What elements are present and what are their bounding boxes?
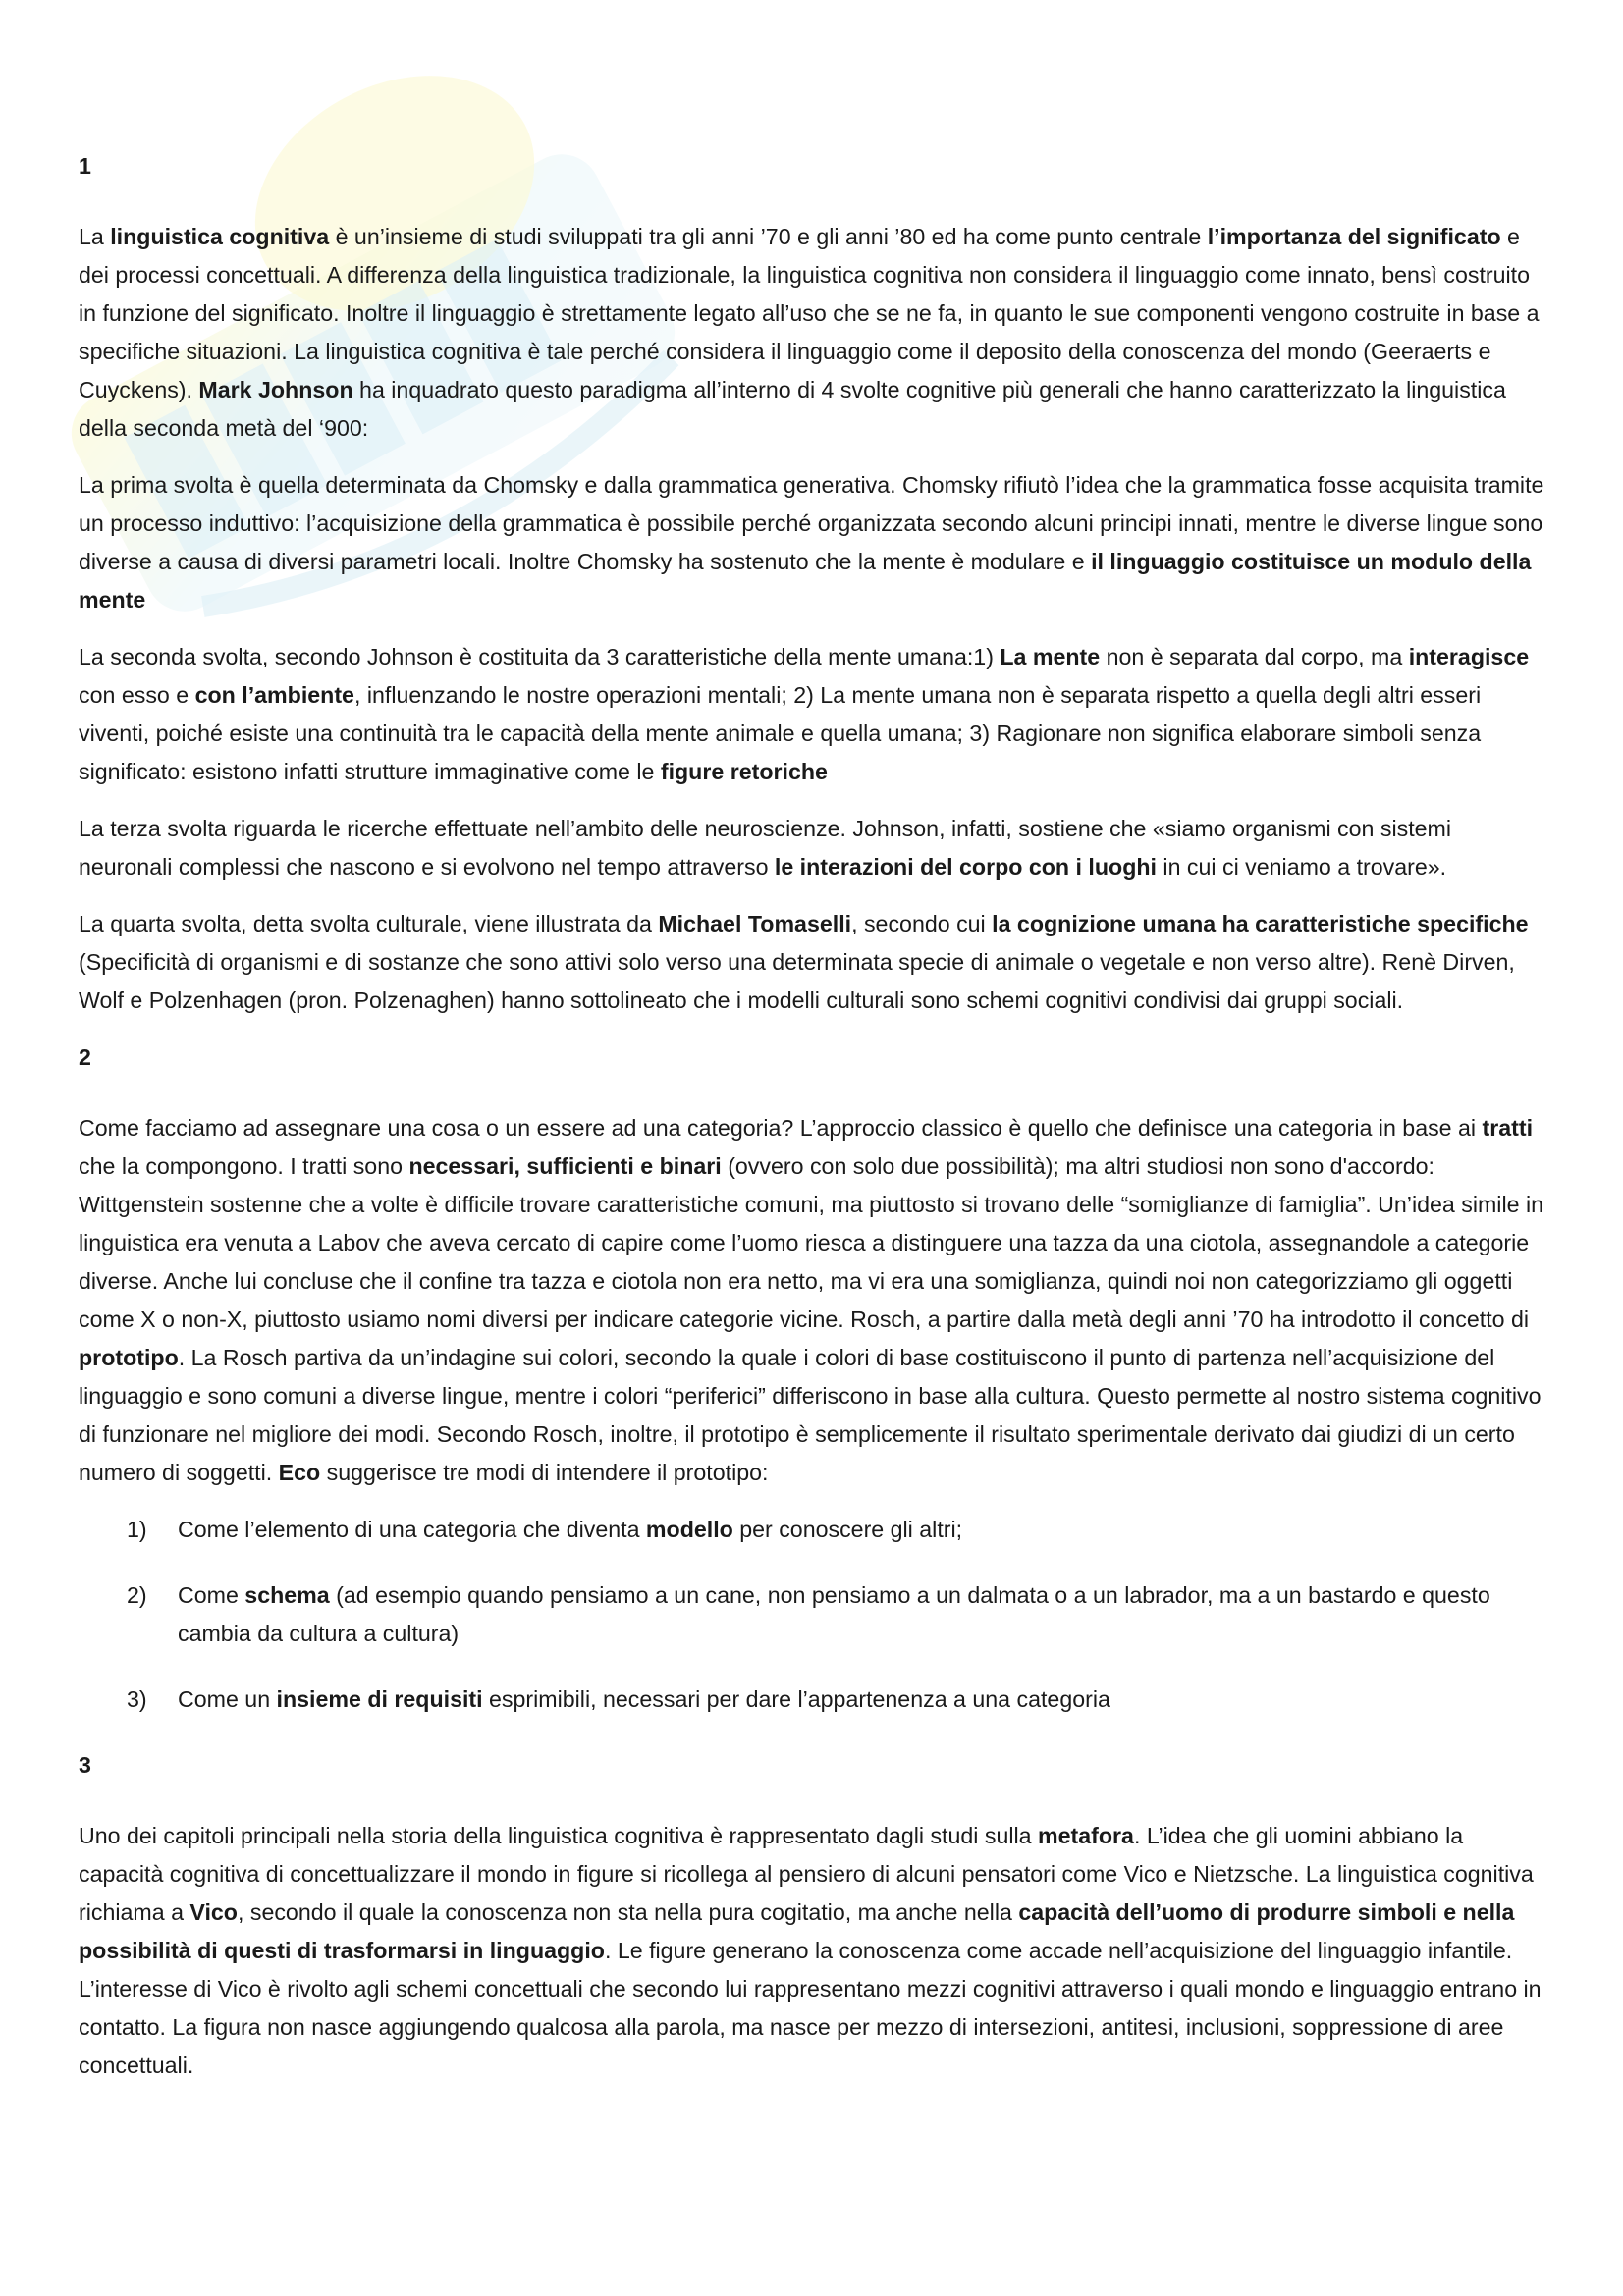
bold-text: Eco <box>278 1460 321 1485</box>
text-run: La prima svolta è quella determinata da Chomsky e dalla grammatica generativa. Chomsky rifiutò l’idea che la grammatica fosse acquisita tramite un processo induttivo: l’acquisizione della grammatica è possibile perché organizzata secondo alcuni principi innati, mentre le diverse lingue sono diverse a causa di diversi parametri locali. Inoltre Chomsky ha sostenuto che la mente è modulare e <box>79 472 1544 574</box>
bold-text: necessari, sufficienti e binari <box>408 1153 722 1179</box>
list-item <box>79 1681 1546 1719</box>
bold-text: interagisce <box>1408 644 1530 669</box>
section-number: 1 <box>79 153 91 179</box>
bold-text: l’importanza del significato <box>1207 224 1501 249</box>
bold-text: prototipo <box>79 1345 179 1370</box>
bold-text: tratti <box>1482 1115 1534 1141</box>
text-run: La terza svolta riguarda le ricerche effettuate nell’ambito delle neuroscienze. Johnson, infatti, sostiene che «siamo organismi con sistemi neuronali complessi che nascono e si evolvono nel tempo attraverso <box>79 816 1452 880</box>
text-run: (Specificità di organismi e di sostanze che sono attivi solo verso una determinata specie di animale o vegetale e non verso altre). Renè Dirven, Wolf e Polzenhagen (pron. Polzenaghen) hanno sottolineato che i modelli culturali sono schemi cognitivi condivisi dai gruppi sociali. <box>79 949 1515 1013</box>
list-item-number: 1) <box>127 1517 147 1542</box>
text-run: La <box>79 224 111 249</box>
text-run: , influenzando le nostre operazioni mentali; 2) La mente umana non è separata rispetto a quella degli altri esseri viventi, poiché esiste una continuità tra le capacità della mente animale e quella umana; 3) Ragionare non significa elaborare simboli senza significato: esistono infatti strutture immaginative come le <box>79 682 1482 784</box>
bold-text: capacità dell’uomo di produrre simboli e nella possibilità di questi di trasformarsi in linguaggio <box>79 1899 1515 1963</box>
text-run: Come facciamo ad assegnare una cosa o un essere ad una categoria? L’approccio classico è quello che definisce una categoria in base ai <box>79 1115 1483 1141</box>
section-number: 2 <box>79 1044 91 1070</box>
list-item-number: 2) <box>127 1582 147 1608</box>
paragraph <box>79 1109 1546 1492</box>
list-item <box>79 1511 1546 1549</box>
text-run: Come un <box>178 1686 277 1712</box>
text-run: . Le figure generano la conoscenza come accade nell’acquisizione del linguaggio infantile. L’interesse di Vico è rivolto agli schemi concettuali che secondo lui rappresentano mezzi cognitivi attraverso i quali mondo e linguaggio entrano in contatto. La figura non nasce aggiungendo qualcosa alla parola, ma nasce per mezzo di intersezioni, antitesi, inclusioni, soppressione di aree concettuali. <box>79 1938 1542 2078</box>
text-run: in cui ci veniamo a trovare». <box>1156 854 1447 880</box>
text-run: La quarta svolta, detta svolta culturale, viene illustrata da <box>79 911 659 936</box>
text-run: , secondo il quale la conoscenza non sta nella pura cogitatio, ma anche nella <box>237 1899 1019 1925</box>
text-run: e dei processi concettuali. A differenza della linguistica tradizionale, la linguistica cognitiva non considera il linguaggio come innato, bensì costruito in funzione del significato. Inoltre il linguaggio è strettamente legato all’uso che se ne fa, in quanto le sue componenti vengono costruite in base a specifiche situazioni. La linguistica cognitiva è tale perché considera il linguaggio come il deposito della conoscenza del mondo (Geeraerts e Cuyckens). <box>79 224 1540 402</box>
bold-text: schema <box>244 1582 330 1608</box>
paragraph <box>79 466 1546 619</box>
text-run: Uno dei capitoli principali nella storia della linguistica cognitiva è rappresentato dagli studi sulla <box>79 1823 1039 1848</box>
paragraph <box>79 638 1546 791</box>
bold-text: Mark Johnson <box>198 377 353 402</box>
text-run: . La Rosch partiva da un’indagine sui colori, secondo la quale i colori di base costituiscono il punto di partenza nell’acquisizione del linguaggio e sono comuni a diverse lingue, mentre i colori “periferici” differiscono in base alla cultura. Questo permette al nostro sistema cognitivo di funzionare nel migliore dei modi. Secondo Rosch, inoltre, il prototipo è semplicemente il risultato sperimentale derivato dai giudizi di un certo numero di soggetti. <box>79 1345 1542 1485</box>
bold-text: modello <box>645 1517 733 1542</box>
bold-text: linguistica cognitiva <box>110 224 330 249</box>
text-run: suggerisce tre modi di intendere il prototipo: <box>320 1460 769 1485</box>
bold-text: insieme di requisiti <box>276 1686 483 1712</box>
text-run: . L’idea che gli uomini abbiano la capacità cognitiva di concettualizzare il mondo in figure si ricollega al pensiero di alcuni pensatori come Vico e Nietzsche. La linguistica cognitiva richiama a <box>79 1823 1534 1925</box>
text-run: Come <box>178 1582 245 1608</box>
bold-text: la cognizione umana ha caratteristiche specifiche <box>992 911 1529 936</box>
paragraph <box>79 218 1546 448</box>
text-run: ha inquadrato questo paradigma all’interno di 4 svolte cognitive più generali che hanno caratterizzato la linguistica della seconda metà del ‘900: <box>79 377 1506 441</box>
bold-text: le interazioni del corpo con i luoghi <box>774 854 1157 880</box>
text-run: non è separata dal corpo, ma <box>1100 644 1409 669</box>
bold-text: il linguaggio costituisce un modulo della mente <box>79 549 1532 613</box>
text-run: Come l’elemento di una categoria che diventa <box>178 1517 646 1542</box>
text-run: , secondo cui <box>851 911 993 936</box>
text-run: è un’insieme di studi sviluppati tra gli anni ’70 e gli anni ’80 ed ha come punto centrale <box>329 224 1208 249</box>
text-run: esprimibili, necessari per dare l’appartenenza a una categoria <box>482 1686 1110 1712</box>
text-run: con esso e <box>79 682 195 708</box>
numbered-list <box>79 1511 1546 1719</box>
text-run: La seconda svolta, secondo Johnson è costituita da 3 caratteristiche della mente umana:1) <box>79 644 1001 669</box>
list-item-number: 3) <box>127 1686 147 1712</box>
bold-text: con l’ambiente <box>194 682 354 708</box>
text-run: (ad esempio quando pensiamo a un cane, non pensiamo a un dalmata o a un labrador, ma a un bastardo e questo cambia da cultura a cultura) <box>178 1582 1490 1646</box>
text-run: per conoscere gli altri; <box>732 1517 963 1542</box>
list-item <box>79 1576 1546 1653</box>
paragraph <box>79 905 1546 1020</box>
bold-text: Vico <box>189 1899 238 1925</box>
section-number: 3 <box>79 1752 91 1778</box>
bold-text: metafora <box>1038 1823 1134 1848</box>
paragraph <box>79 810 1546 886</box>
paragraph <box>79 1817 1546 2085</box>
bold-text: La mente <box>1000 644 1101 669</box>
text-run: che la compongono. I tratti sono <box>79 1153 409 1179</box>
text-run: (ovvero con solo due possibilità); ma altri studiosi non sono d'accordo: Wittgenstein sostenne che a volte è difficile trovare caratteristiche comuni, ma piuttosto si trovano delle “somiglianze di famiglia”. Un’idea simile in linguistica era venuta a Labov che aveva cercato di capire come l’uomo riesca a distinguere una tazza da una ciotola, assegnandole a categorie diverse. Anche lui concluse che il confine tra tazza e ciotola non era netto, ma vi era una somiglianza, quindi noi non categorizziamo gli oggetti come X o non-X, piuttosto usiamo nomi diversi per indicare categorie vicine. Rosch, a partire dalla metà degli anni ’70 ha introdotto il concetto di <box>79 1153 1543 1332</box>
bold-text: Michael Tomaselli <box>658 911 852 936</box>
bold-text: figure retoriche <box>660 759 828 784</box>
document-body <box>79 147 1546 2104</box>
